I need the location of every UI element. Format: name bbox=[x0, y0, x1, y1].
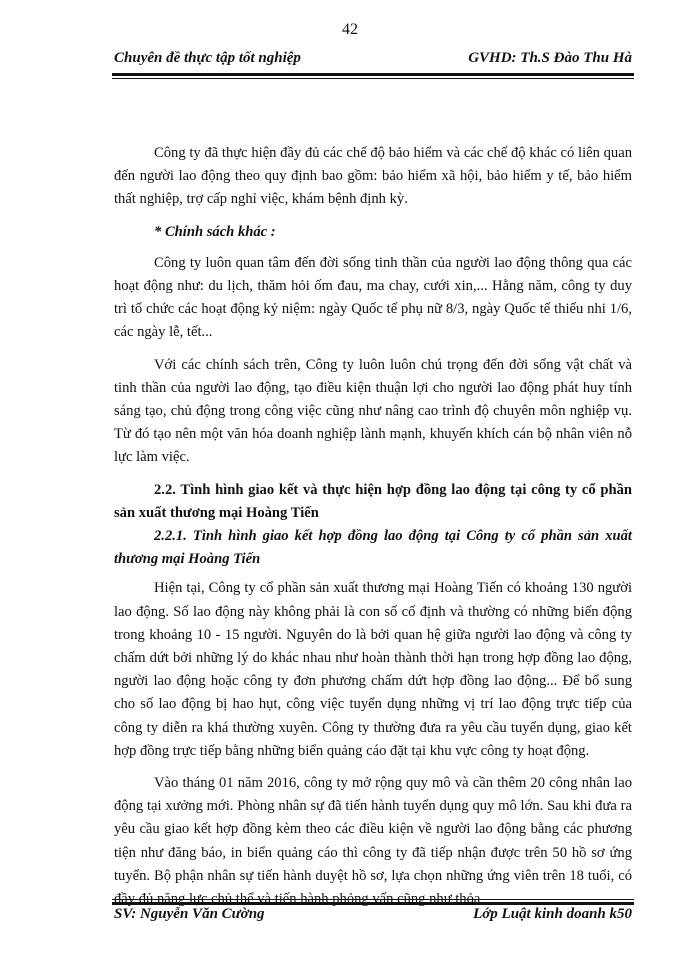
page-number: 42 bbox=[342, 21, 358, 38]
footer-rule-thick bbox=[112, 902, 634, 905]
footer-rule-thin bbox=[112, 899, 634, 900]
page-footer bbox=[114, 906, 632, 928]
footer-student: SV: Nguyễn Văn Cường bbox=[114, 906, 265, 922]
paragraph-recruitment-2016: Vào tháng 01 năm 2016, công ty mở rộng quy mô và cần thêm 20 công nhân lao động tại xưởng mới. Phòng nhân sự đã tiến hành tuyển dụng quy mô lớn. Sau khi đưa ra yêu cầu giao kết hợp đồng kèm theo các điều kiện về người lao động bằng các phương tiện như đăng báo, in biển quảng cáo thì công ty đã tiếp nhận được trên 50 hồ sơ ứng tuyển. Bộ phận nhân sự tiến hành duyệt hồ sơ, lựa chọn những ứng viên trên 18 tuổi, có đủ và bbox=[114, 775, 632, 908]
header-rule-thick bbox=[112, 73, 634, 76]
paragraph-spiritual-life: Công ty luôn quan tâm đến đời sống tinh thần của người lao động thông qua các hoạt động như: du lịch, thăm hỏi ốm đau, ma chay, cưới xin,... Hằng năm, công ty duy trì tổ chức các hoạt động kỷ niệm: ngày Quốc tế phụ nữ 8/3, ngày Quốc tế thiếu nhi 1/6, các ngày lễ, tết... bbox=[114, 254, 632, 341]
paragraph-insurance: Công ty đã thực hiện đầy đủ các chế độ bảo hiểm và các chế độ khác có liên quan đến người lao động theo quy định bao gồm: bảo hiểm xã hội, bảo hiểm y tế, bảo hiểm thất nghiệp, trợ cấp nghỉ việc, khám bệnh định kỳ. bbox=[114, 145, 632, 208]
section-heading-2-2-1: 2.2.1. Tình hình giao kết hợp đồng lao động tại Công ty cổ phần sản xuất thương mại Hoàng Tiến bbox=[114, 528, 632, 568]
footer-class: Lớp Luật kinh doanh k50 bbox=[473, 906, 632, 922]
page-header bbox=[114, 50, 632, 72]
label-other-policies: * Chính sách khác : bbox=[154, 223, 276, 240]
paragraph-policies-summary: Với các chính sách trên, Công ty luôn luôn chú trọng đến đời sống vật chất và tinh thần của người lao động, tạo điều kiện thuận lợi cho người lao động phát huy tính sáng tạo, chủ động trong công việc cũng như nâng cao trình độ chuyên môn nghiệp vụ. Từ đó tạo nên một văn hóa doanh nghiệp lành mạnh, khuyến khích cán bộ nhân viên nỗ lực làm việc. bbox=[114, 356, 632, 466]
paragraph-workforce: Hiện tại, Công ty cổ phần sản xuất thương mại Hoàng Tiến có khoảng 130 người lao động. Số lao động này không phải là con số cố định và thường có những biến động trong khoảng 10 - 15 người. Nguyên do là bởi quan hệ giữa người lao động và công ty chấm dứt bởi những lý do khác nhau như hoàn thành thời hạn trong hợp đồng lao động, người lao động hoặc công ty đơn phương chấm dứt hợp đồng lao động... Để bổ sung cho số lao động bị hao hụt, công việc tuyển dụng những vị trí lao động trực tiếp của công ty diễn ra khá thường xuyên. Công ty thường đưa ra yêu cầu tuyển dụng, giao kết hợp đồng trực tiếp bằng những biển quảng cáo đặt tại khu vực công ty hoạt động. bbox=[114, 580, 632, 759]
header-supervisor: GVHD: Th.S Đào Thu Hà bbox=[468, 50, 632, 66]
page-body bbox=[114, 142, 632, 920]
section-heading-2-2: 2.2. Tình hình giao kết và thực hiện hợp đồng lao động tại công ty cổ phần sản xuất thương mại Hoàng Tiến bbox=[114, 481, 632, 521]
header-report-title: Chuyên đề thực tập tốt nghiệp bbox=[114, 50, 301, 66]
header-rule-thin bbox=[112, 78, 634, 79]
